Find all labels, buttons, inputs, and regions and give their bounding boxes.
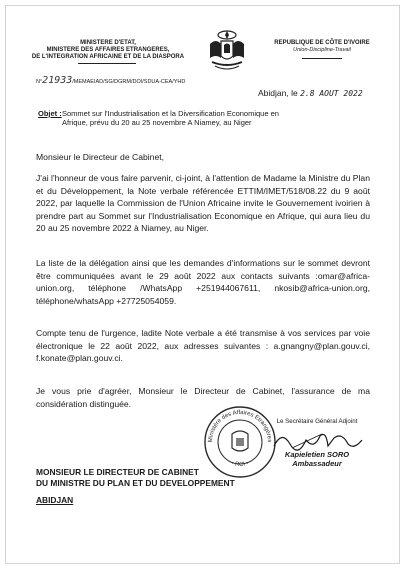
- republic-motto: Union-Discipline-Travail: [293, 47, 351, 53]
- signatory-name: Kapieletien SORO: [284, 450, 350, 459]
- subject-text: Sommet sur l'Industrialisation et la Diversification Economique en Afrique, prévu du 20 au 25 novembre A Niamey, au Niger: [62, 109, 279, 127]
- republic-name: REPUBLIQUE DE CÔTE D'IVOIRE: [274, 40, 370, 46]
- subject-label: Objet :: [38, 109, 62, 118]
- coat-of-arms-icon: [206, 28, 248, 72]
- date-value: 2.8 AOUT 2022: [300, 89, 363, 98]
- subject-block: [38, 109, 279, 127]
- paragraph-3: Compte tenu de l'urgence, ladite Note verbale a été transmise à vos services par voie électronique le 22 août 2022, aux adresses suivantes : a.gnangny@plan.gouv.ci, f.konate@plan.gouv.ci.: [36, 328, 370, 363]
- paragraph-4: Je vous prie d'agréer, Monsieur le Directeur de Cabinet, l'assurance de ma considération distinguée.: [36, 386, 370, 409]
- ministry-line-3: DE L'INTEGRATION AFRICAINE ET DE LA DIASPORA: [31, 54, 185, 60]
- seal-top-text: Ministère des Affaires Etrangères: [207, 409, 273, 443]
- date-place: Abidjan, le: [258, 88, 298, 98]
- republic-header: [252, 40, 392, 54]
- header-left-rule: [78, 63, 136, 64]
- signature-block: [262, 418, 372, 468]
- addressee-city: ABIDJAN: [36, 495, 74, 505]
- addressee-block: [36, 467, 235, 489]
- ministry-line-2: MINISTERE DES AFFAIRES ETRANGERES,: [46, 47, 170, 53]
- seal-bottom-text: • RCI •: [230, 460, 250, 469]
- paragraph-1: J'ai l'honneur de vous faire parvenir, ci-joint, à l'attention de Madame la Ministre du Plan et du Développement, la Note verbale référencée ETTIM/IMET/518/08.22 du 9 août 2022, par laquelle la Commission de l'Union Africaine invite le Gouvernement ivoirien à prendre part au Sommet sur l'Industrialisation Economique en Afrique, qui aura lieu du 20 au 25 novembre 2022 à Niamey, au Niger.: [36, 173, 370, 233]
- header-right-rule: [302, 58, 342, 59]
- date-line: [258, 88, 363, 99]
- reference-number: [36, 76, 185, 87]
- salutation: Monsieur le Directeur de Cabinet,: [36, 152, 165, 162]
- reference-prefix: N°: [36, 79, 43, 85]
- reference-suffix: /MEMAEIAD/SG/DGRM/DOI/SDUA-CEA/YHD: [72, 79, 186, 85]
- ministry-header: [18, 40, 198, 61]
- ministry-line-1: MINISTERE D'ETAT,: [80, 40, 136, 46]
- reference-handwritten-number: 21933: [42, 75, 73, 86]
- addressee-line-1: MONSIEUR LE DIRECTEUR DE CABINET: [36, 467, 199, 477]
- paragraph-2: La liste de la délégation ainsi que les demandes d'informations sur le sommet devront être communiquées avant le 29 août 2022 aux contacts suivants :omar@africa-union.org, téléphone /WhatsApp +251944067611, nkosib@africa-union.org, téléphone/whatsApp +27725054059.: [36, 258, 370, 306]
- signatory-role: Ambassadeur: [292, 459, 342, 468]
- signatory-title: Le Secrétaire Général Adjoint: [276, 418, 358, 425]
- addressee-line-2: DU MINISTRE DU PLAN ET DU DEVELOPPEMENT: [36, 478, 235, 488]
